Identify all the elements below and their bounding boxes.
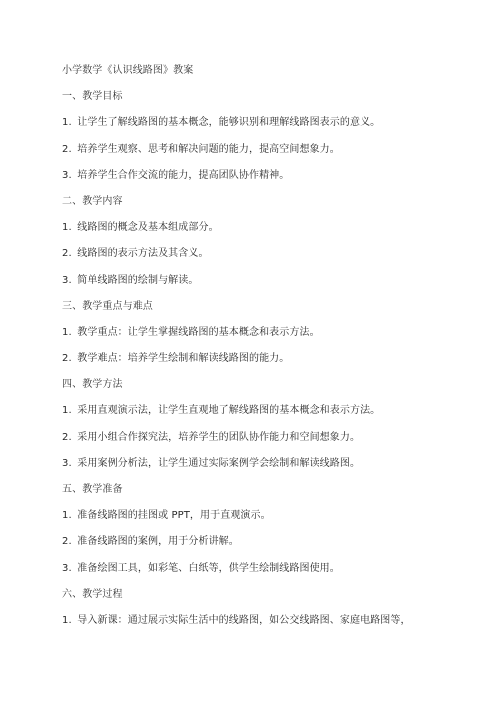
item-number: 1. [62,510,72,522]
item-number: 1. [62,222,72,234]
list-item [62,404,482,417]
item-number: 1. [62,614,72,626]
item-number: 3. [62,274,72,286]
document-title: 小学数学《认识线路图》教案 [62,65,194,76]
item-text: 简单线路图的绘制与解读。 [77,274,199,286]
list-item [62,169,482,182]
list-item [62,247,482,260]
item-text: 准备线路图的案例，用于分析讲解。 [77,536,239,548]
item-number: 2. [62,353,72,365]
section-heading: 六、教学过程 [62,588,123,600]
document-content [62,64,482,640]
item-number: 1. [62,405,72,417]
section-heading: 一、教学目标 [62,91,123,103]
item-text: 采用小组合作探究法，培养学生的团队协作能力和空间想象力。 [77,431,361,443]
section-heading: 二、教学内容 [62,195,123,207]
item-text: 采用案例分析法，让学生通过实际案例学会绘制和解读线路图。 [77,457,361,469]
list-item [62,116,482,129]
section-heading: 三、教学重点与难点 [62,300,153,312]
item-text: 导入新课：通过展示实际生活中的线路图，如公交线路图、家庭电路图等， [77,614,411,626]
item-number: 2. [62,536,72,548]
list-item [62,457,482,470]
item-number: 2. [62,143,72,155]
item-text: 准备绘图工具，如彩笔、白纸等，供学生绘制线路图使用。 [77,562,340,574]
list-item [62,274,482,287]
item-number: 2. [62,248,72,260]
list-item [62,326,482,339]
list-item [62,562,482,575]
list-item [62,352,482,365]
item-text: 培养学生观察、思考和解决问题的能力，提高空间想象力。 [77,143,340,155]
item-number: 1. [62,117,72,129]
list-item [62,221,482,234]
list-item [62,143,482,156]
item-text: 教学难点：培养学生绘制和解读线路图的能力。 [77,353,290,365]
item-number: 2. [62,431,72,443]
item-number: 3. [62,169,72,181]
item-text: 采用直观演示法，让学生直观地了解线路图的基本概念和表示方法。 [77,405,381,417]
list-item [62,509,482,522]
item-number: 1. [62,326,72,338]
section-heading: 四、教学方法 [62,379,123,391]
item-number: 3. [62,457,72,469]
item-text: 准备线路图的挂图或 PPT，用于直观演示。 [77,510,271,522]
item-text: 教学重点：让学生掌握线路图的基本概念和表示方法。 [77,326,320,338]
item-text: 培养学生合作交流的能力，提高团队协作精神。 [77,169,290,181]
list-item [62,535,482,548]
item-text: 线路图的概念及基本组成部分。 [77,222,219,234]
item-number: 3. [62,562,72,574]
item-text: 线路图的表示方法及其含义。 [77,248,209,260]
list-item [62,431,482,444]
item-text: 让学生了解线路图的基本概念，能够识别和理解线路图表示的意义。 [77,117,381,129]
list-item [62,614,482,627]
section-heading: 五、教学准备 [62,484,123,495]
